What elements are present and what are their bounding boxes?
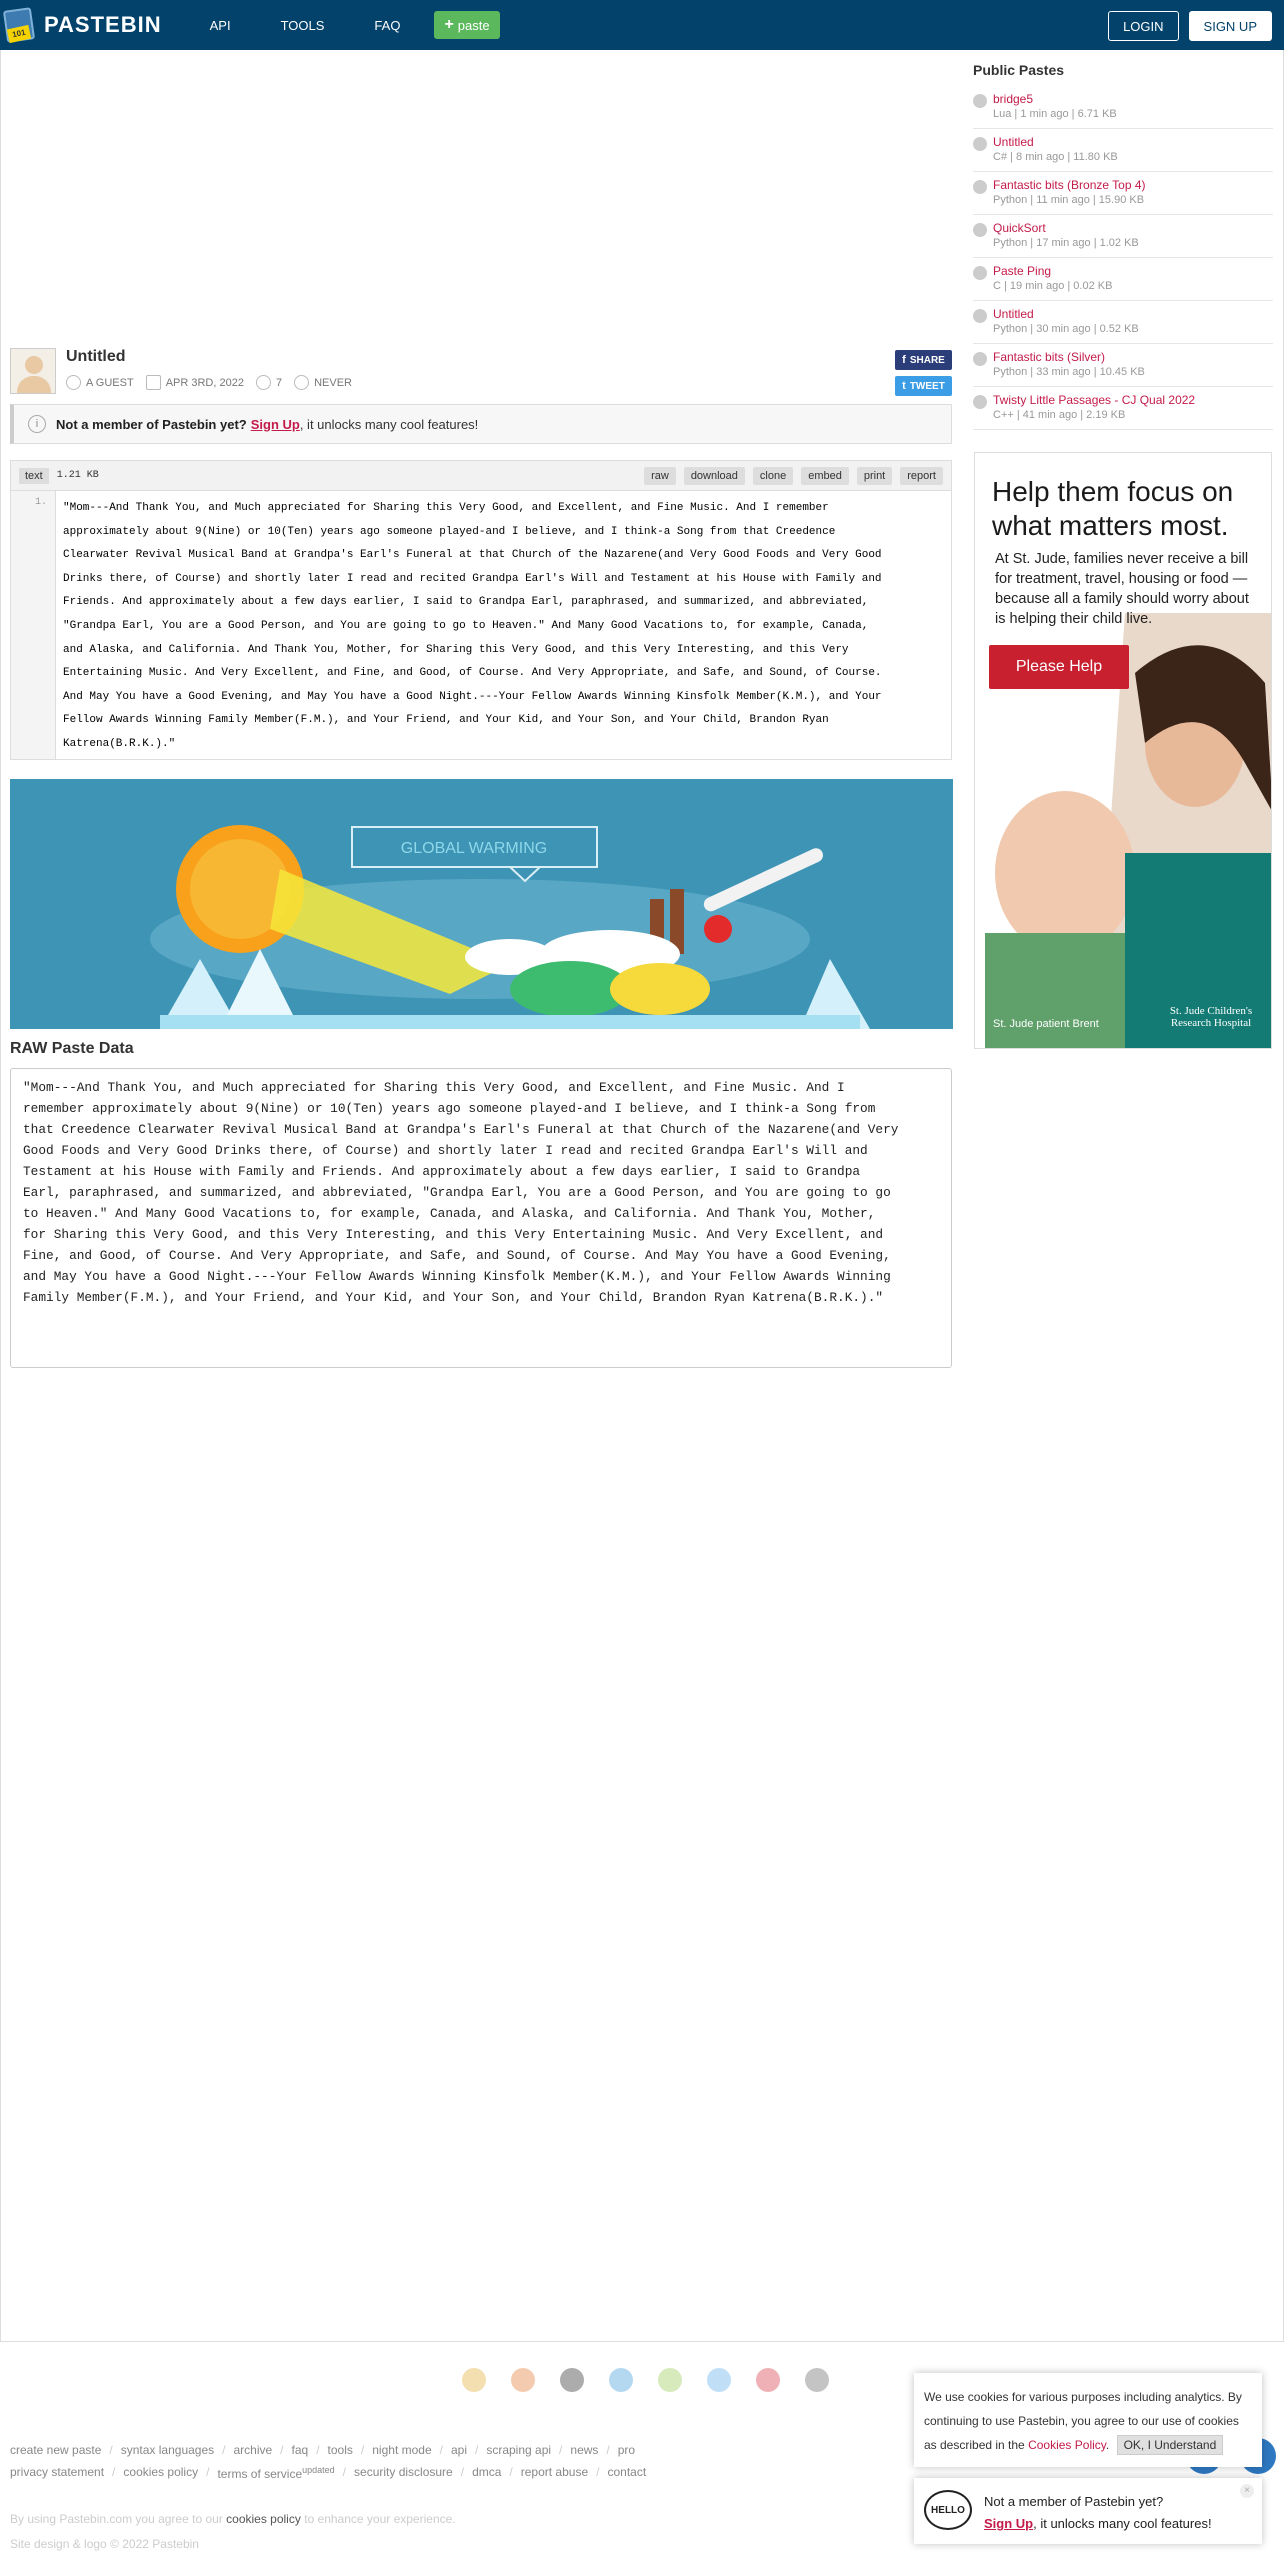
paste-size: 1.21 KB bbox=[56, 470, 99, 481]
paste-title: Untitled bbox=[66, 348, 126, 365]
raw-line: remember approximately about 9(Nine) or 10(Ten) years ago someone played-and I believe, and I think-a Song from bbox=[23, 1101, 876, 1116]
paste-meta: C# | 8 min ago | 11.80 KB bbox=[993, 151, 1118, 163]
list-item bbox=[973, 129, 1273, 172]
browser-extensions bbox=[462, 2368, 854, 2392]
calendar-icon bbox=[146, 375, 161, 390]
paste-meta: Python | 33 min ago | 10.45 KB bbox=[993, 366, 1145, 378]
code-body bbox=[11, 491, 951, 759]
globe-icon bbox=[973, 266, 987, 280]
raw-line: Good Foods and Very Good Drinks there, of Course) and shortly later I read and recited Grandpa Earl's Will and bbox=[23, 1143, 868, 1158]
paste-meta: Python | 17 min ago | 1.02 KB bbox=[993, 237, 1139, 249]
raw-paste-textarea[interactable] bbox=[10, 1068, 952, 1368]
raw-line: that Creedence Clearwater Revival Musical Band at Grandpa's Earl's Funeral at that Church of the Nazarene(and Very bbox=[23, 1122, 899, 1137]
footer-link[interactable]: cookies policy bbox=[123, 2465, 199, 2479]
list-item bbox=[973, 344, 1273, 387]
notice-bold: Not a member of Pastebin yet? bbox=[56, 416, 247, 432]
line-number: 1. bbox=[11, 491, 56, 759]
clone-button[interactable]: clone bbox=[753, 467, 793, 485]
list-item bbox=[973, 258, 1273, 301]
paste-views: 7 bbox=[275, 376, 283, 389]
footer-link[interactable]: report abuse bbox=[520, 2465, 589, 2479]
signup-popup-link[interactable]: Sign Up bbox=[984, 2516, 1034, 2531]
print-button[interactable]: print bbox=[857, 467, 892, 485]
paste-link[interactable]: Untitled bbox=[993, 135, 1034, 149]
opera-icon[interactable] bbox=[756, 2368, 780, 2392]
global-warming-illustration bbox=[10, 779, 953, 1029]
share-label: SHARE bbox=[909, 354, 945, 366]
download-button[interactable]: download bbox=[684, 467, 745, 485]
paste-link[interactable]: QuickSort bbox=[993, 221, 1046, 235]
footer-link[interactable]: dmca bbox=[472, 2465, 502, 2479]
android-icon[interactable] bbox=[658, 2368, 682, 2392]
paste-link[interactable]: Twisty Little Passages - CJ Qual 2022 bbox=[993, 393, 1196, 407]
tweet-label: TWEET bbox=[909, 380, 945, 392]
cookie-agreement-line bbox=[10, 2512, 456, 2526]
raw-line: "Mom---And Thank You, and Much appreciated for Sharing this Very Good, and Excellent, and Fine Music. And I bbox=[23, 1080, 845, 1095]
code-line: "Grandpa Earl, You are a Good Person, and You are going to go to Heaven." And Many Good Vacations to, for example, Canada, bbox=[63, 619, 869, 632]
notice-rest: , it unlocks many cool features! bbox=[299, 416, 479, 432]
facebook-icon: f bbox=[902, 354, 906, 366]
list-item bbox=[973, 301, 1273, 344]
fire-icon bbox=[294, 375, 309, 390]
paste-meta: Python | 30 min ago | 0.52 KB bbox=[993, 323, 1139, 335]
top-header bbox=[0, 0, 1284, 50]
raw-line: Testament at his House with Family and Friends. And approximately about a few days earlier, I said to Grandpa bbox=[23, 1164, 861, 1179]
raw-button[interactable]: raw bbox=[644, 467, 676, 485]
main-nav bbox=[210, 11, 500, 39]
list-item bbox=[973, 387, 1273, 430]
user-icon bbox=[66, 375, 81, 390]
footer-links-row1: create new paste / syntax languages / archive / faq / tools / night mode / api / scraping api / news / pro bbox=[10, 2443, 636, 2457]
footer-link[interactable]: security disclosure bbox=[354, 2465, 453, 2479]
eye-icon bbox=[256, 375, 271, 390]
nav-api[interactable]: API bbox=[209, 17, 231, 33]
hello-badge-icon: HELLO bbox=[924, 2490, 972, 2530]
footer-link[interactable]: news bbox=[570, 2443, 599, 2457]
code-line: and Alaska, and California. And Thank You, Mother, for Sharing this Very Good, and this Very Interesting, and this Very bbox=[63, 643, 849, 656]
member-notice bbox=[10, 404, 952, 444]
paste-meta: C++ | 41 min ago | 2.19 KB bbox=[993, 409, 1126, 421]
globe-icon bbox=[973, 180, 987, 194]
logo-icon: 101 bbox=[2, 5, 36, 45]
paste-author[interactable]: A GUEST bbox=[86, 376, 134, 389]
signup-popup-line1: Not a member of Pastebin yet? bbox=[984, 2494, 1164, 2509]
paste-meta: C | 19 min ago | 0.02 KB bbox=[993, 280, 1113, 292]
st-jude-ad[interactable] bbox=[974, 452, 1272, 1049]
chrome-icon[interactable] bbox=[462, 2368, 486, 2392]
list-item bbox=[973, 215, 1273, 258]
public-pastes-heading: Public Pastes bbox=[973, 62, 1065, 78]
code-toolbar bbox=[11, 461, 951, 491]
paste-link[interactable]: Fantastic bits (Bronze Top 4) bbox=[993, 178, 1146, 192]
public-pastes-list bbox=[973, 86, 1273, 430]
please-help-button[interactable]: Please Help bbox=[989, 645, 1129, 689]
st-jude-logo: St. Jude Children's Research Hospital bbox=[1169, 1005, 1253, 1029]
report-button[interactable]: report bbox=[900, 467, 943, 485]
globe-icon bbox=[973, 137, 987, 151]
code-line: Katrena(B.R.K.)." bbox=[63, 737, 176, 750]
close-icon[interactable]: × bbox=[1240, 2484, 1254, 2498]
globe-icon bbox=[973, 352, 987, 366]
mac-icon[interactable] bbox=[707, 2368, 731, 2392]
ios-icon[interactable] bbox=[560, 2368, 584, 2392]
windows-icon[interactable] bbox=[609, 2368, 633, 2392]
agree-text-end: to enhance your experience. bbox=[304, 2512, 456, 2526]
code-actions bbox=[636, 467, 943, 485]
paste-date: APR 3RD, 2022 bbox=[165, 376, 244, 389]
raw-line: and May You have a Good Night.---Your Fellow Awards Winning Kinsfolk Member(K.M.), and Your Fellow Awards Winning bbox=[23, 1269, 891, 1284]
paste-link[interactable]: Paste Ping bbox=[993, 264, 1052, 278]
facebook-share-button[interactable] bbox=[895, 350, 952, 370]
paste-link[interactable]: bridge5 bbox=[993, 92, 1034, 106]
firefox-icon[interactable] bbox=[511, 2368, 535, 2392]
updated-badge: updated bbox=[302, 2465, 335, 2475]
paste-meta: Lua | 1 min ago | 6.71 KB bbox=[993, 108, 1117, 120]
code-box bbox=[10, 460, 952, 760]
logo-text: PASTEBIN bbox=[44, 12, 162, 37]
footer-link[interactable]: create new paste bbox=[10, 2443, 102, 2457]
raw-line: for Sharing this Very Good, and this Very Interesting, and this Very Entertaining Music. And Very Excellent, and bbox=[23, 1227, 884, 1242]
info-icon: i bbox=[28, 415, 46, 433]
globe-icon bbox=[973, 309, 987, 323]
footer-link[interactable]: faq bbox=[291, 2443, 309, 2457]
cookies-policy-link[interactable]: cookies policy bbox=[226, 2512, 301, 2526]
pastebin-logo[interactable] bbox=[2, 5, 162, 45]
footer-links-row2: privacy statement / cookies policy / terms of service$^{updated}$ / security disclosure / dmca / report abuse / contact bbox=[10, 2465, 647, 2481]
notice-signup-link[interactable]: Sign Up bbox=[250, 416, 300, 432]
footer-link[interactable]: night mode bbox=[372, 2443, 432, 2457]
list-item bbox=[973, 86, 1273, 129]
code-line: Clearwater Revival Musical Band at Grandpa's Earl's Funeral at that Church of the Nazarene(and Very Good Foods and Very Good bbox=[63, 549, 882, 562]
ad-headline: Help them focus on what matters most. bbox=[992, 476, 1234, 541]
paste-meta bbox=[66, 375, 364, 390]
cookie-text: We use cookies for various purposes including analytics. By continuing to use Pastebin, you agree to our use of cookies as described in the bbox=[924, 2390, 1242, 2452]
footer-link[interactable]: api bbox=[450, 2443, 467, 2457]
globe-icon bbox=[973, 223, 987, 237]
raw-line: to Heaven." And Many Good Vacations to, for example, Canada, and Alaska, and California. And Thank You, Mother, bbox=[23, 1206, 876, 1221]
raw-paste-heading: RAW Paste Data bbox=[10, 1040, 134, 1057]
cookie-ok-button[interactable]: OK, I Understand bbox=[1117, 2435, 1224, 2455]
code-line: Friends. And approximately about a few days earlier, I said to Grandpa Earl, paraphrased, and summarized, and abbreviated, bbox=[63, 596, 869, 609]
globe-icon bbox=[973, 94, 987, 108]
global-warming-banner[interactable] bbox=[10, 779, 953, 1029]
avatar[interactable] bbox=[10, 348, 56, 394]
auth-buttons bbox=[1108, 11, 1272, 41]
code-line: approximately about 9(Nine) or 10(Ten) years ago someone played-and I believe, and I think-a Song from that Creedence bbox=[63, 525, 836, 538]
plus-icon: + bbox=[444, 16, 454, 33]
raw-line: Fine, and Good, of Course. And Very Appropriate, and Safe, and Sound, of Course. And May You have a Good Evening, bbox=[23, 1248, 891, 1263]
twitter-icon: t bbox=[902, 380, 906, 392]
cookies-policy-link[interactable]: Cookies Policy bbox=[1028, 2438, 1106, 2452]
paste-expiry: NEVER bbox=[314, 376, 352, 389]
paste-meta: Python | 11 min ago | 15.90 KB bbox=[993, 194, 1145, 206]
nav-tools[interactable]: TOOLS bbox=[280, 17, 325, 33]
cookie-consent: We use cookies for various purposes including analytics. By continuing to use Pastebin, you agree to our use of cookies as described in the Cookies Policy. OK, I Understand bbox=[914, 2373, 1262, 2467]
code-line: And May You have a Good Evening, and May You have a Good Night.---Your Fellow Awards Winning Kinsfolk Member(K.M.), and Your bbox=[63, 690, 882, 703]
agree-text: By using Pastebin.com you agree to our bbox=[10, 2512, 223, 2526]
embed-button[interactable]: embed bbox=[801, 467, 849, 485]
login-button[interactable]: LOGIN bbox=[1108, 11, 1178, 41]
raw-line: Family Member(F.M.), and Your Friend, and Your Kid, and Your Son, and Your Child, Brandon Ryan Katrena(B.R.K.)." bbox=[23, 1290, 884, 1305]
list-item bbox=[973, 172, 1273, 215]
globe-icon bbox=[973, 395, 987, 409]
code-line: Drinks there, of Course) and shortly later I read and recited Grandpa Earl's Will and Testament at his House with Family and bbox=[63, 572, 882, 585]
footer-link[interactable]: tools bbox=[327, 2443, 353, 2457]
footer-link[interactable]: contact bbox=[607, 2465, 647, 2479]
footer-link[interactable]: syntax languages bbox=[120, 2443, 215, 2457]
signup-popup-rest: , it unlocks many cool features! bbox=[1033, 2516, 1212, 2531]
footer-link-tos[interactable]: terms of service$^{updated}$ bbox=[217, 2465, 335, 2481]
ad-body: At St. Jude, families never receive a bill for treatment, travel, housing or food — because all a family should worry about is helping their child live. bbox=[995, 551, 1249, 627]
new-paste-button[interactable] bbox=[434, 11, 499, 39]
code-line: Entertaining Music. And Very Excellent, and Fine, and Good, of Course. And Very Appropriate, and Safe, and Sound, of Course. bbox=[63, 667, 882, 680]
syntax-tag[interactable]: text bbox=[19, 468, 49, 484]
linux-icon[interactable] bbox=[805, 2368, 829, 2392]
code-text[interactable] bbox=[56, 491, 951, 759]
paste-link[interactable]: Untitled bbox=[993, 307, 1034, 321]
raw-line: Earl, paraphrased, and summarized, and abbreviated, "Grandpa Earl, You are a Good Person, and You are going to go bbox=[23, 1185, 891, 1200]
footer-link[interactable]: archive bbox=[233, 2443, 273, 2457]
code-line: "Mom---And Thank You, and Much appreciated for Sharing this Very Good, and Excellent, and Fine Music. And I remember bbox=[63, 502, 829, 514]
tweet-button[interactable] bbox=[895, 376, 952, 396]
paste-info bbox=[10, 348, 952, 396]
nav-faq[interactable]: FAQ bbox=[374, 17, 401, 33]
signup-popup-line2 bbox=[984, 2516, 1212, 2531]
footer-link[interactable]: privacy statement bbox=[10, 2465, 105, 2479]
signup-button[interactable]: SIGN UP bbox=[1189, 11, 1272, 41]
code-line: Fellow Awards Winning Family Member(F.M.), and Your Friend, and Your Kid, and Your Son, and Your Child, Brandon Ryan bbox=[63, 714, 829, 727]
banner-label: GLOBAL WARMING bbox=[400, 840, 548, 857]
new-paste-label: paste bbox=[457, 17, 490, 33]
footer-link[interactable]: pro bbox=[617, 2443, 636, 2457]
footer-link[interactable]: scraping api bbox=[486, 2443, 552, 2457]
signup-popup bbox=[914, 2478, 1262, 2544]
copyright: Site design & logo © 2022 Pastebin bbox=[10, 2537, 199, 2551]
ad-caption: St. Jude patient Brent bbox=[993, 1018, 1099, 1030]
paste-link[interactable]: Fantastic bits (Silver) bbox=[993, 350, 1106, 364]
